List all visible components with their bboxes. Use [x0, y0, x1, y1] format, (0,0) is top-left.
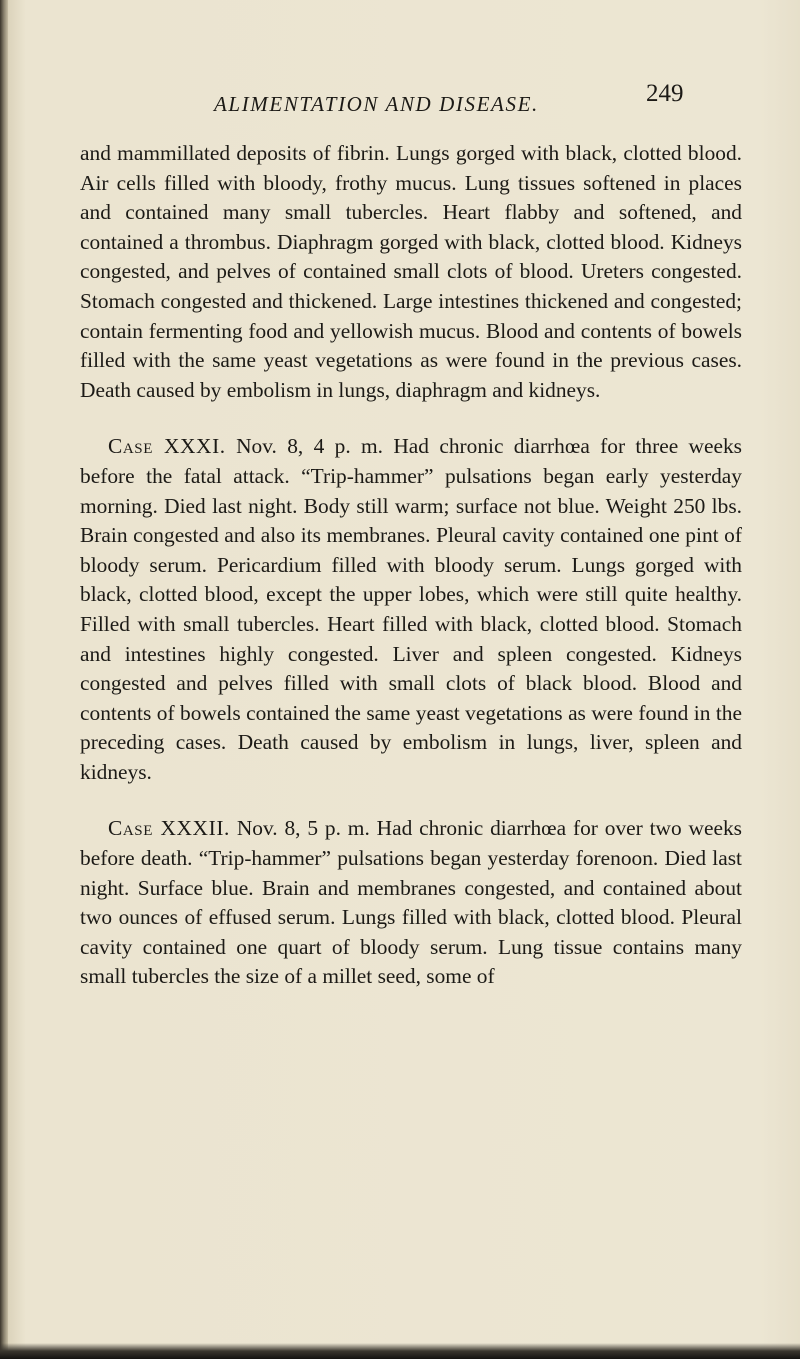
case-heading: Case XXXII.: [108, 816, 230, 841]
page-bottom-edge: [0, 1343, 800, 1359]
case-heading: Case XXXI.: [108, 434, 226, 459]
paragraph-case-xxxi: [80, 432, 742, 787]
paragraph-text: Nov. 8, 5 p. m. Had chronic diarrhœa for over two weeks before death. “Trip-hammer” pulsations began yesterday forenoon. Died last night. Surface blue. Brain and membranes congested, and contained about two ounces of effused serum. Lungs filled with black, clotted blood. Pleural cavity contained one quart of bloody serum. Lung tissue contains many small tubercles the size of a millet seed, some of: [80, 816, 742, 989]
paragraph-text: Nov. 8, 4 p. m. Had chronic diarrhœa for three weeks before the fatal attack. “Trip-hammer” pulsations began early yesterday morning. Died last night. Body still warm; surface not blue. Weight 250 lbs. Brain congested and also its membranes. Pleural cavity contained one pint of bloody serum. Pericardium filled with bloody serum. Lungs gorged with black, clotted blood, except the upper lobes, which were still quite healthy. Filled with small tubercles. Heart filled with black, clotted blood. Stomach and intestines highly congested. Liver and spleen congested. Kidneys congested and pelves filled with small clots of black blood. Blood and contents of bowels contained the same yeast vegetations as were found in the preceding cases. Death caused by embolism in lungs, liver, spleen and kidneys.: [80, 434, 742, 784]
page-number: 249: [646, 80, 684, 107]
paragraph-text: and mammillated deposits of fibrin. Lungs gorged with black, clotted blood. Air cells filled with bloody, frothy mucus. Lung tissues softened in places and contained many small tubercles. Heart flabby and softened, and contained a thrombus. Diaphragm gorged with black, clotted blood. Kidneys congested, and pelves of contained small clots of blood. Ureters congested. Stomach congested and thickened. Large intestines thickened and congested; contain fermenting food and yellowish mucus. Blood and contents of bowels filled with the same yeast vegetations as were found in the previous cases. Death caused by embolism in lungs, diaphragm and kidneys.: [80, 141, 742, 402]
body-text: [80, 139, 742, 992]
page-binding-edge: [0, 0, 8, 1359]
paragraph-case-xxxii: [80, 814, 742, 992]
page-header: [0, 80, 800, 120]
paragraph-continuation: [80, 139, 742, 405]
running-head: ALIMENTATION AND DISEASE.: [214, 92, 539, 116]
